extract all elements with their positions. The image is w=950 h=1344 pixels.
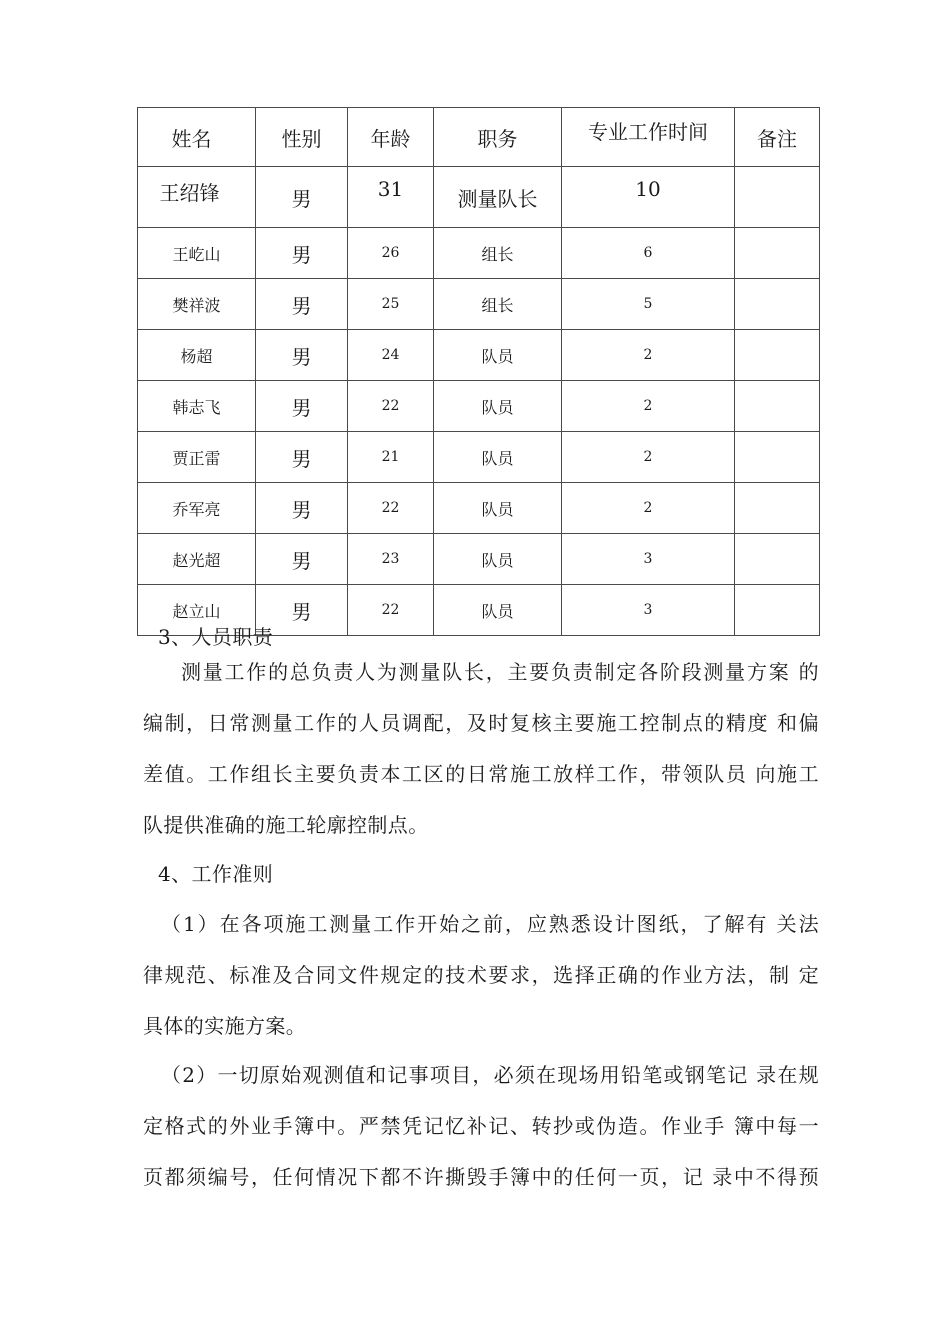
cell-note xyxy=(735,432,820,483)
cell-gender: 男 xyxy=(256,167,348,228)
table-row xyxy=(138,167,820,228)
cell-age: 26 xyxy=(348,228,434,279)
cell-work-years: 2 xyxy=(562,381,735,432)
cell-note xyxy=(735,330,820,381)
table-row xyxy=(138,330,820,381)
cell-gender: 男 xyxy=(256,534,348,585)
paragraph-line: 队提供准确的施工轮廓控制点。 xyxy=(143,813,429,837)
cell-work-years: 2 xyxy=(562,330,735,381)
paragraph-line: 测量工作的总负责人为测量队长，主要负责制定各阶段测量方案 的 xyxy=(181,660,819,684)
cell-role: 队员 xyxy=(434,330,562,381)
cell-note xyxy=(735,483,820,534)
table-row xyxy=(138,381,820,432)
paragraph-line: 定格式的外业手簿中。严禁凭记忆补记、转抄或伪造。作业手 簿中每一 xyxy=(143,1114,819,1138)
table-row xyxy=(138,432,820,483)
cell-age: 23 xyxy=(348,534,434,585)
cell-work-years: 6 xyxy=(562,228,735,279)
cell-gender: 男 xyxy=(256,381,348,432)
cell-role: 队员 xyxy=(434,585,562,636)
cell-age: 24 xyxy=(348,330,434,381)
section-3-paragraph xyxy=(143,647,819,851)
cell-work-years: 5 xyxy=(562,279,735,330)
table-row xyxy=(138,228,820,279)
cell-note xyxy=(735,279,820,330)
table-row xyxy=(138,279,820,330)
cell-role: 组长 xyxy=(434,279,562,330)
cell-age: 21 xyxy=(348,432,434,483)
header-role: 职务 xyxy=(434,108,562,167)
cell-work-years: 3 xyxy=(562,534,735,585)
staff-table xyxy=(137,107,820,636)
table-row xyxy=(138,483,820,534)
cell-work-years: 2 xyxy=(562,432,735,483)
cell-age: 31 xyxy=(348,167,434,228)
cell-age: 22 xyxy=(348,483,434,534)
paragraph-line: （2）一切原始观测值和记事项目，必须在现场用铅笔或钢笔记 录在规 xyxy=(161,1063,819,1087)
cell-name: 杨超 xyxy=(138,330,256,381)
cell-note xyxy=(735,167,820,228)
cell-name: 王绍锋 xyxy=(138,167,256,228)
cell-age: 22 xyxy=(348,585,434,636)
cell-gender: 男 xyxy=(256,585,348,636)
cell-gender: 男 xyxy=(256,228,348,279)
cell-work-years: 2 xyxy=(562,483,735,534)
header-gender: 性别 xyxy=(256,108,348,167)
paragraph-line: （1）在各项施工测量工作开始之前，应熟悉设计图纸，了解有 关法 xyxy=(161,912,819,936)
cell-name: 赵立山 xyxy=(138,585,256,636)
cell-gender: 男 xyxy=(256,330,348,381)
cell-role: 队员 xyxy=(434,483,562,534)
paragraph-line: 编制，日常测量工作的人员调配，及时复核主要施工控制点的精度 和偏 xyxy=(143,711,819,735)
paragraph-line: 差值。工作组长主要负责本工区的日常施工放样工作，带领队员 向施工 xyxy=(143,762,819,786)
table-row xyxy=(138,534,820,585)
cell-name: 王屹山 xyxy=(138,228,256,279)
cell-name: 樊祥波 xyxy=(138,279,256,330)
header-name: 姓名 xyxy=(138,108,256,167)
paragraph-line: 具体的实施方案。 xyxy=(143,1014,307,1038)
cell-name: 赵光超 xyxy=(138,534,256,585)
cell-note xyxy=(735,228,820,279)
section-3-heading: 3、人员职责 xyxy=(158,625,274,649)
section-4-heading: 4、工作准则 xyxy=(158,862,274,886)
section-4-item-2 xyxy=(143,1050,819,1203)
paragraph-line: 律规范、标准及合同文件规定的技术要求，选择正确的作业方法，制 定 xyxy=(143,963,819,987)
header-note: 备注 xyxy=(735,108,820,167)
table-header-row xyxy=(138,108,820,167)
section-4-item-1 xyxy=(143,899,819,1052)
cell-role: 测量队长 xyxy=(434,167,562,228)
cell-note xyxy=(735,381,820,432)
cell-role: 队员 xyxy=(434,381,562,432)
cell-role: 组长 xyxy=(434,228,562,279)
cell-name: 贾正雷 xyxy=(138,432,256,483)
cell-name: 韩志飞 xyxy=(138,381,256,432)
cell-gender: 男 xyxy=(256,432,348,483)
cell-note xyxy=(735,534,820,585)
cell-gender: 男 xyxy=(256,279,348,330)
cell-age: 22 xyxy=(348,381,434,432)
cell-gender: 男 xyxy=(256,483,348,534)
header-work-years: 专业工作时间 xyxy=(562,108,735,167)
cell-name: 乔军亮 xyxy=(138,483,256,534)
cell-note xyxy=(735,585,820,636)
cell-work-years: 3 xyxy=(562,585,735,636)
header-age: 年龄 xyxy=(348,108,434,167)
paragraph-line: 页都须编号，任何情况下都不许撕毁手簿中的任何一页，记 录中不得预 xyxy=(143,1165,819,1189)
cell-role: 队员 xyxy=(434,534,562,585)
cell-age: 25 xyxy=(348,279,434,330)
cell-work-years: 10 xyxy=(562,167,735,228)
cell-role: 队员 xyxy=(434,432,562,483)
